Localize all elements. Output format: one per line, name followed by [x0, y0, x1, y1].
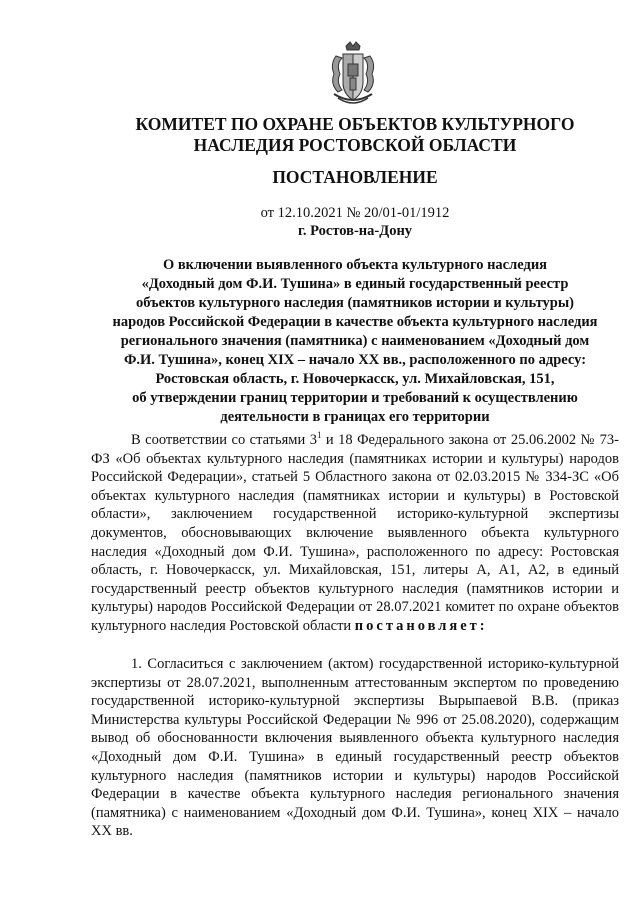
title-line: Ф.И. Тушина», конец XIX – начало XX вв., расположенного по адресу:: [123, 352, 587, 368]
document-type: ПОСТАНОВЛЕНИЕ: [272, 167, 438, 187]
title-line: об утверждении границ территории и требований к осуществлению: [132, 390, 578, 406]
coat-of-arms-emblem: [326, 40, 380, 108]
title-line: регионального значения (памятника) с наименованием «Доходный дом: [120, 333, 590, 349]
preamble-lead: В соответствии со статьями 3: [131, 432, 317, 448]
title-line: народов Российской Федерации в качестве объекта культурного наследия: [112, 314, 598, 330]
city: г. Ростов-на-Дону: [297, 223, 413, 239]
title-line: «Доходный дом Ф.И. Тушина» в единый государственный реестр: [141, 276, 569, 292]
authority-line-2: НАСЛЕДИЯ РОСТОВСКОЙ ОБЛАСТИ: [193, 135, 517, 155]
paragraph-1: [91, 655, 619, 841]
date-and-number: от 12.10.2021 № 20/01-01/1912: [260, 205, 450, 221]
title-line: деятельности в границах его территории: [220, 409, 490, 425]
title-line: объектов культурного наследия (памятников истории и культуры): [135, 295, 574, 311]
authority-line-1: КОМИТЕТ ПО ОХРАНЕ ОБЪЕКТОВ КУЛЬТУРНОГО: [135, 114, 575, 134]
preamble-paragraph: [91, 431, 619, 636]
title-line: Ростовская область, г. Новочеркасск, ул. Михайловская, 151,: [155, 371, 555, 387]
issuing-authority: [90, 114, 620, 156]
document-title: [90, 256, 620, 427]
paragraph-1-text: 1. Согласиться с заключением (актом) государственной историко-культурной экспертизы от 28.07.2021, выполненным аттестованным экспертом по проведению государственной историко-культурной экспертизы Вырыпаевой В.В. (приказ Министерства культуры Российской Федерации № 996 от 25.08.2020), содержащим вывод об обоснованности включения выявленного объекта культурного наследия «Доходный дом Ф.И. Тушина» в единый государственный реестр объектов культурного наследия (памятников истории и культуры) народов Российской Федерации в качестве объекта культурного наследия регионального значения (памятника) с наименованием «Доходный дом Ф.И. Тушина», конец XIX – начало XX вв.: [91, 656, 619, 840]
decree-word: постановляет:: [354, 617, 488, 634]
preamble-text: и 18 Федерального закона от 25.06.2002 № 73-ФЗ «Об объектах культурного наследия (памятниках истории и культуры) народов Российской Федерации», статьей 5 Областного закона от 02.03.2015 № 334-ЗС «Об объектах культурного наследия (памятниках истории и культуры) в Ростовской области», заключением государственной историко-культурной экспертизы документов, обосновывающих включение выявленного объекта культурного наследия «Доходный дом Ф.И. Тушина», расположенного по адресу: Ростовская область, г. Новочеркасск, ул. Михайловская, 151, литеры А, А1, А2, в единый государственный реестр объектов культурного наследия (памятников истории и культуры) народов Российской Федерации от 28.07.2021 комитет по охране объектов культурного наследия Ростовской области: [91, 432, 619, 634]
title-line: О включении выявленного объекта культурного наследия: [162, 257, 548, 273]
article-superscript: 1: [316, 430, 322, 441]
